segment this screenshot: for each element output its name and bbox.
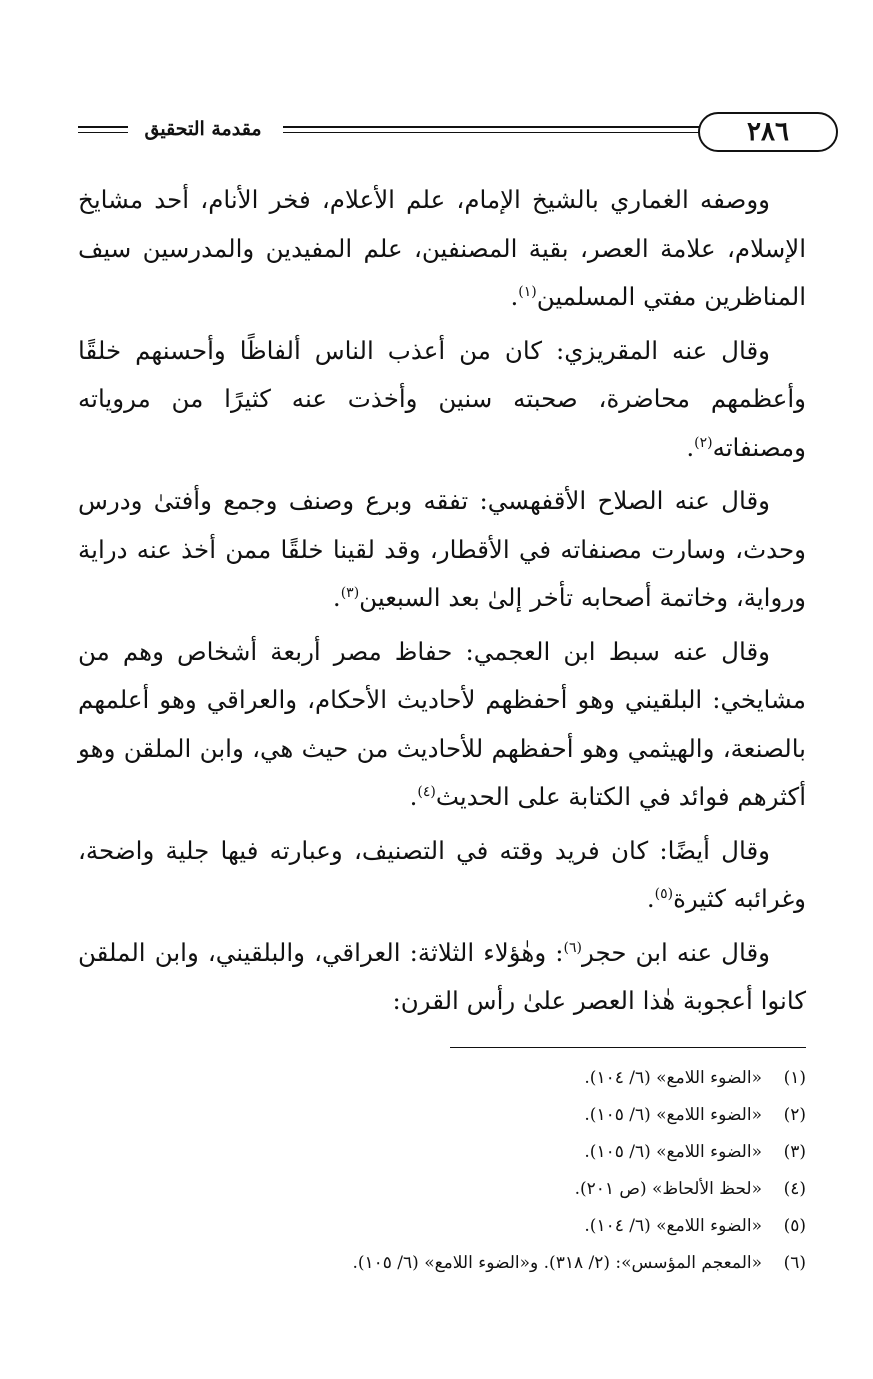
paragraph: وقال عنه الصلاح الأقفهسي: تفقه وبرع وصنف وجمع وأفتىٰ ودرس وحدث، وسارت مصنفاته في الأقطار، وقد لقينا خلقًا ممن أخذ عنه دراية ورواية، وخاتمة أصحابه تأخر إلىٰ بعد السبعين$^{(٣)}$. [78, 486, 806, 612]
footnote-ref: (١) [518, 283, 537, 300]
paragraph: وقال عنه ابن حجر$^{(٦)}$: وهٰؤلاء الثلاثة: العراقي، والبلقيني، وابن الملقن كانوا أعجوبة هٰذا العصر علىٰ رأس القرن: [78, 937, 806, 1015]
footnote-text: «الضوء اللامع» (٦/ ١٠٥). [584, 1105, 762, 1125]
header-rule-left [78, 126, 128, 128]
page-number: ٢٨٦ [698, 112, 838, 152]
paragraph: وقال أيضًا: كان فريد وقته في التصنيف، وعبارته فيها جلية واضحة، وغرائبه كثيرة$^{(٥)}$. [78, 835, 806, 913]
footnote-number: (٥) [783, 1216, 806, 1236]
footnote-ref: (٢) [694, 434, 713, 451]
footnote-ref: (٤) [417, 783, 436, 800]
footnote-ref: (٣) [340, 584, 360, 601]
paragraph: وقال عنه المقريزي: كان من أعذب الناس ألفاظًا وأحسنهم خلقًا وأعظمهم محاضرة، صحبته سنين وأخذت عنه كثيرًا من مروياته ومصنفاته$^{(٢)}$. [78, 335, 806, 462]
footnote-text: «الضوء اللامع» (٦/ ١٠٤). [584, 1216, 762, 1236]
footnote-number: (٣) [783, 1142, 806, 1162]
header-rule-left-2 [78, 132, 128, 133]
footnote-text: «الضوء اللامع» (٦/ ١٠٥). [584, 1142, 762, 1162]
footnote-text: «الضوء اللامع» (٦/ ١٠٤). [584, 1068, 762, 1088]
paragraph: وقال عنه سبط ابن العجمي: حفاظ مصر أربعة أشخاص وهم من مشايخي: البلقيني وهو أحفظهم لأحاديث الأحكام، والعراقي وهو أعلمهم بالصنعة، والهيثمي وهو أحفظهم للأحاديث من حيث هي، وابن الملقن وهو أكثرهم فوائد في الكتابة على الحديث$^{(٤)}$. [78, 636, 806, 811]
footnote-number: (٢) [783, 1105, 806, 1125]
footnote-number: (٦) [783, 1253, 806, 1273]
page-header [78, 108, 806, 158]
footnote-item [78, 1097, 806, 1134]
section-title: مقدمة التحقيق [128, 118, 278, 140]
header-rule-middle-2 [283, 132, 703, 133]
footnote-ref: (٦) [563, 939, 582, 956]
footnote-number: (١) [783, 1068, 806, 1088]
footnote-text: «لحظ الألحاظ» (ص ٢٠١). [574, 1179, 762, 1199]
footnote-separator [450, 1047, 806, 1048]
footnotes [78, 1060, 806, 1282]
footnote-text: «المعجم المؤسس»: (٢/ ٣١٨). و«الضوء اللامع» (٦/ ١٠٥). [352, 1253, 762, 1273]
footnote-item [78, 1171, 806, 1208]
footnote-item [78, 1245, 806, 1282]
paragraph: ووصفه الغماري بالشيخ الإمام، علم الأعلام، فخر الأنام، أحد مشايخ الإسلام، علامة العصر، بقية المصنفين، علم المفيدين والمدرسين سيف المناظرين مفتي المسلمين$^{(١)}$. [78, 185, 806, 311]
footnote-number: (٤) [783, 1179, 806, 1199]
footnote-ref: (٥) [654, 885, 674, 902]
body-text [78, 176, 806, 1031]
footnote-item [78, 1060, 806, 1097]
header-rule-middle [283, 126, 703, 128]
footnote-item [78, 1134, 806, 1171]
footnote-item [78, 1208, 806, 1245]
